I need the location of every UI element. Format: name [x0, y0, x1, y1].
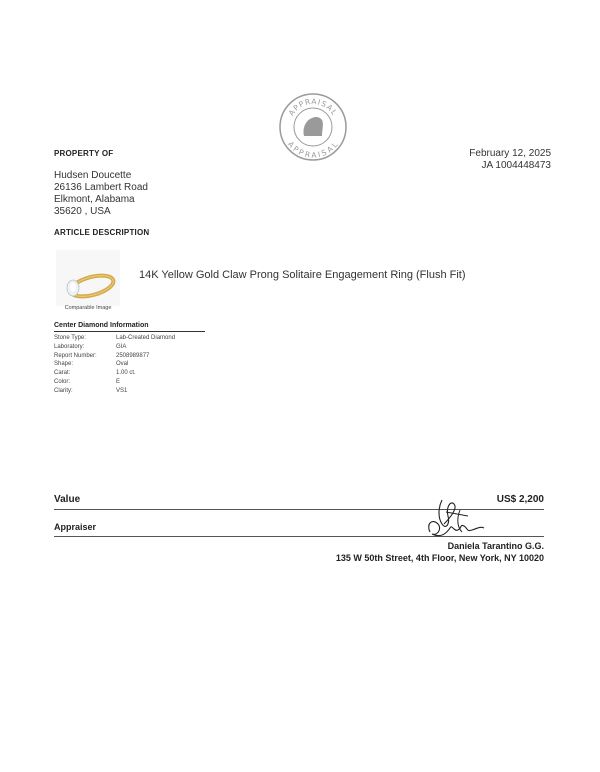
article-description-label: ARTICLE DESCRIPTION	[54, 228, 150, 237]
diamond-key: Report Number:	[54, 352, 97, 359]
center-diamond-divider	[54, 331, 205, 332]
seal-text-bottom: APPRAISAL	[285, 139, 341, 160]
diamond-key: Stone Type:	[54, 335, 86, 341]
diamond-row	[54, 360, 175, 369]
owner-name: Hudsen Doucette	[54, 170, 132, 181]
diamond-row	[54, 378, 175, 387]
diamond-row	[54, 343, 175, 352]
diamond-key: Laboratory:	[54, 343, 85, 350]
center-diamond-table	[54, 334, 175, 396]
appraisal-date: February 12, 2025	[469, 148, 551, 159]
diamond-key: Color:	[54, 378, 71, 385]
appraiser-address: 135 W 50th Street, 4th Floor, New York, NY 10020	[335, 553, 544, 563]
diamond-value: Lab-Created Diamond	[116, 335, 176, 341]
document-header	[469, 148, 551, 172]
value-label: Value	[54, 494, 81, 505]
diamond-key: Shape:	[54, 361, 74, 368]
owner-city-state: Elkmont, Alabama	[54, 194, 135, 205]
svg-text:APPRAISAL	[286, 140, 340, 160]
ring-image	[56, 250, 120, 306]
diamond-row	[54, 369, 175, 378]
article-title: 14K Yellow Gold Claw Prong Solitaire Engagement Ring (Flush Fit)	[139, 269, 466, 281]
diamond-row	[54, 352, 175, 361]
appraiser-label: Appraiser	[54, 522, 97, 532]
appraiser-name: Daniela Tarantino G.G.	[447, 541, 544, 551]
center-diamond-title: Center Diamond Information	[54, 322, 149, 329]
image-caption: Comparable Image	[64, 305, 112, 311]
value-amount: US$ 2,200	[496, 494, 544, 505]
owner-address-block	[54, 170, 148, 218]
diamond-value: E	[116, 378, 121, 385]
seal-text-top: APPRAISAL	[286, 96, 340, 118]
reference-number: JA 1004448473	[481, 160, 551, 171]
diamond-row	[54, 334, 175, 343]
appraisal-seal	[278, 92, 348, 162]
diamond-key: Carat:	[54, 370, 71, 377]
property-of-label: PROPERTY OF	[54, 149, 114, 158]
diamond-row	[54, 387, 175, 396]
owner-street: 26136 Lambert Road	[54, 182, 148, 193]
owner-zip-country: 35620 , USA	[54, 206, 111, 217]
diamond-value: 2508989877	[116, 352, 150, 359]
diamond-value: GIA	[116, 343, 127, 350]
diamond-value: VS1	[116, 387, 128, 394]
diamond-key: Clarity:	[54, 387, 73, 394]
diamond-value: 1.00 ct.	[116, 370, 136, 377]
diamond-value: Oval	[116, 361, 129, 368]
